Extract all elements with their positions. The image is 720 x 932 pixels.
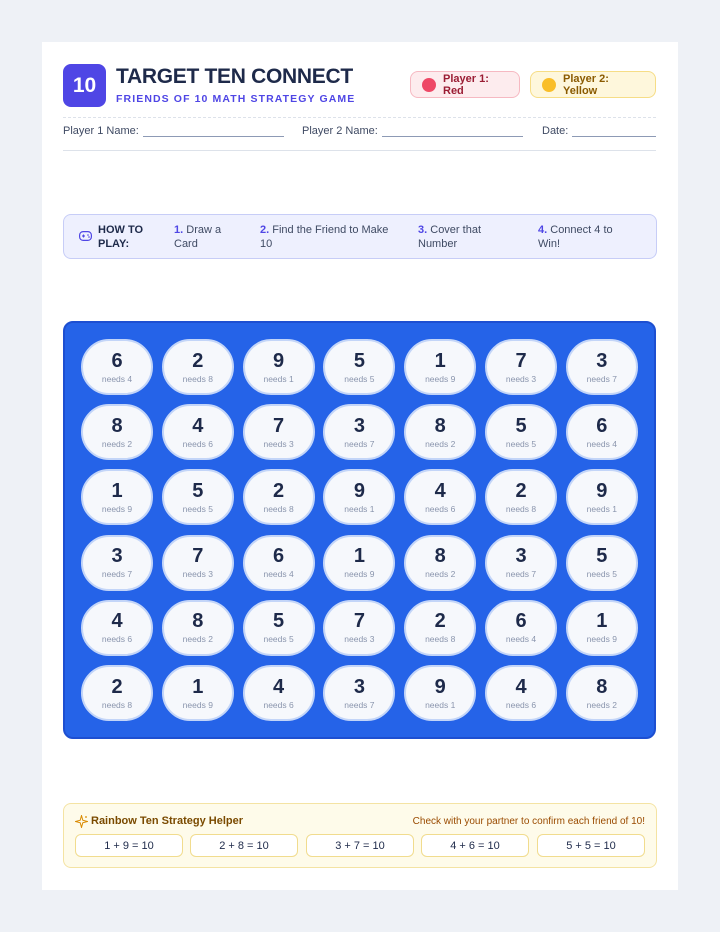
board-cell[interactable] [162, 404, 234, 460]
board-cell[interactable] [162, 600, 234, 656]
board-cell[interactable] [162, 469, 234, 525]
board-cell[interactable] [323, 469, 395, 525]
board-cell[interactable] [323, 535, 395, 591]
cell-number: 3 [111, 545, 123, 568]
board-cell[interactable] [323, 404, 395, 460]
player-1-label: Player 1: Red [443, 72, 489, 97]
board-cell[interactable] [404, 600, 476, 656]
cell-number: 7 [273, 414, 285, 437]
board-cell[interactable] [404, 665, 476, 721]
step-4: 4. Connect 4 to Win! [538, 224, 613, 250]
cell-needs-hint: needs 1 [586, 503, 617, 514]
board-cell[interactable] [243, 600, 315, 656]
cell-needs-hint: needs 9 [586, 634, 617, 645]
cell-number: 3 [515, 545, 527, 568]
board-cell[interactable] [81, 339, 153, 395]
board-cell[interactable] [485, 600, 557, 656]
page-subtitle: FRIENDS OF 10 MATH STRATEGY GAME [116, 93, 356, 105]
board-cell[interactable] [81, 469, 153, 525]
player-2-name-line[interactable] [382, 125, 523, 137]
cell-number: 8 [596, 675, 608, 698]
cell-needs-hint: needs 7 [344, 438, 375, 449]
board-cell[interactable] [485, 339, 557, 395]
how-to-play-bar [63, 214, 657, 259]
cell-needs-hint: needs 6 [505, 699, 537, 710]
cell-number: 6 [273, 545, 285, 568]
board-cell[interactable] [81, 404, 153, 460]
board-cell[interactable] [243, 469, 315, 525]
board-cell[interactable] [485, 404, 557, 460]
cell-needs-hint: needs 8 [425, 634, 456, 645]
cell-number: 7 [515, 349, 527, 372]
cell-number: 1 [353, 545, 365, 568]
board-cell[interactable] [323, 600, 395, 656]
cell-number: 3 [596, 349, 608, 372]
board-cell[interactable] [566, 469, 638, 525]
board-cell[interactable] [566, 600, 638, 656]
board-cell[interactable] [566, 339, 638, 395]
player-1-name-label: Player 1 Name: [63, 125, 139, 137]
board-cell[interactable] [162, 535, 234, 591]
cell-needs-hint: needs 1 [425, 699, 456, 710]
red-dot-icon [422, 78, 436, 92]
date-label: Date: [542, 125, 569, 137]
cell-needs-hint: needs 5 [344, 373, 375, 384]
cell-needs-hint: needs 9 [182, 699, 213, 710]
cell-number: 9 [596, 479, 608, 502]
cell-needs-hint: needs 2 [586, 699, 617, 710]
fact-chip: 2 + 8 = 10 [190, 834, 298, 857]
cell-number: 1 [192, 675, 204, 698]
yellow-dot-icon [542, 78, 556, 92]
cell-needs-hint: needs 6 [263, 699, 294, 710]
step-2: 2. Find the Friend to Make 10 [260, 224, 389, 250]
cell-needs-hint: needs 5 [586, 569, 617, 580]
player-1-name-field[interactable] [63, 125, 284, 137]
cell-needs-hint: needs 8 [263, 503, 294, 514]
cell-needs-hint: needs 9 [101, 503, 133, 514]
cell-needs-hint: needs 6 [425, 503, 456, 514]
cell-number: 2 [192, 349, 204, 372]
cell-number: 5 [273, 610, 285, 633]
player-2-name-field[interactable] [302, 125, 523, 137]
cell-number: 5 [353, 349, 365, 372]
helper-note: Check with your partner to confirm each friend of 10! [412, 816, 645, 827]
fact-chip: 5 + 5 = 10 [537, 834, 645, 857]
cell-number: 6 [596, 414, 608, 437]
cell-needs-hint: needs 8 [101, 699, 133, 710]
cell-needs-hint: needs 8 [182, 373, 213, 384]
cell-needs-hint: needs 3 [344, 634, 375, 645]
cell-needs-hint: needs 7 [344, 699, 375, 710]
cell-number: 4 [273, 675, 285, 698]
cell-number: 3 [353, 675, 365, 698]
cell-needs-hint: needs 1 [344, 503, 375, 514]
cell-needs-hint: needs 2 [425, 438, 456, 449]
fact-chip: 4 + 6 = 10 [421, 834, 529, 857]
cell-number: 3 [353, 414, 365, 437]
cell-needs-hint: needs 2 [101, 438, 133, 449]
player-1-badge [410, 71, 520, 98]
cell-needs-hint: needs 3 [263, 438, 294, 449]
cell-needs-hint: needs 2 [425, 569, 456, 580]
cell-needs-hint: needs 4 [101, 373, 133, 384]
cell-number: 9 [273, 349, 285, 372]
board-cell[interactable] [404, 535, 476, 591]
cell-needs-hint: needs 5 [182, 503, 213, 514]
board-cell[interactable] [81, 600, 153, 656]
board-cell[interactable] [162, 339, 234, 395]
board-cell[interactable] [404, 469, 476, 525]
cell-number: 8 [111, 414, 123, 437]
cell-number: 4 [111, 610, 123, 633]
player-2-name-label: Player 2 Name: [302, 125, 378, 137]
board-cell[interactable] [404, 339, 476, 395]
how-to-play-label: HOW TO PLAY: [98, 224, 144, 250]
cell-number: 8 [434, 414, 446, 437]
board-cell[interactable] [566, 665, 638, 721]
fact-chip: 1 + 9 = 10 [75, 834, 183, 857]
cell-needs-hint: needs 9 [344, 569, 375, 580]
board-cell[interactable] [243, 404, 315, 460]
cell-needs-hint: needs 5 [505, 438, 537, 449]
cell-needs-hint: needs 6 [101, 634, 133, 645]
cell-number: 2 [515, 479, 527, 502]
board-cell[interactable] [566, 535, 638, 591]
cell-needs-hint: needs 6 [182, 438, 213, 449]
cell-number: 2 [434, 610, 446, 633]
cell-needs-hint: needs 7 [505, 569, 537, 580]
cell-number: 1 [596, 610, 608, 633]
cell-number: 5 [515, 414, 527, 437]
board-cell[interactable] [323, 665, 395, 721]
cell-number: 7 [353, 610, 365, 633]
cell-needs-hint: needs 4 [505, 634, 537, 645]
board-cell[interactable] [485, 535, 557, 591]
step-3: 3. Cover that Number [418, 224, 481, 250]
cell-number: 1 [434, 349, 446, 372]
player-2-badge [530, 71, 656, 98]
cell-needs-hint: needs 3 [505, 373, 537, 384]
cell-number: 5 [596, 545, 608, 568]
board-cell[interactable] [485, 665, 557, 721]
cell-number: 8 [192, 610, 204, 633]
cell-needs-hint: needs 8 [505, 503, 537, 514]
sparkle-icon [75, 815, 88, 828]
logo-badge: 10 [63, 64, 106, 107]
cell-needs-hint: needs 4 [586, 438, 617, 449]
cell-number: 4 [434, 479, 446, 502]
cell-number: 8 [434, 545, 446, 568]
board-cell[interactable] [81, 665, 153, 721]
board-cell[interactable] [404, 404, 476, 460]
cell-number: 9 [434, 675, 446, 698]
cell-number: 1 [111, 479, 123, 502]
player-2-label: Player 2: Yellow [563, 72, 609, 97]
cell-number: 4 [192, 414, 204, 437]
page-title: TARGET TEN CONNECT [116, 65, 353, 88]
board-cell[interactable] [243, 535, 315, 591]
player-1-name-line[interactable] [143, 125, 284, 137]
cell-needs-hint: needs 9 [425, 373, 456, 384]
board-cell[interactable] [81, 535, 153, 591]
strategy-helper [63, 803, 657, 868]
cell-needs-hint: needs 7 [586, 373, 617, 384]
header-divider [63, 117, 656, 118]
name-divider [63, 150, 656, 151]
cell-number: 5 [192, 479, 204, 502]
game-board [63, 321, 656, 739]
cell-needs-hint: needs 4 [263, 569, 294, 580]
cell-needs-hint: needs 2 [182, 634, 213, 645]
date-line[interactable] [572, 125, 656, 137]
cell-number: 4 [515, 675, 527, 698]
cell-number: 9 [353, 479, 365, 502]
board-cell[interactable] [162, 665, 234, 721]
cell-needs-hint: needs 7 [101, 569, 133, 580]
cell-number: 6 [111, 349, 123, 372]
cell-number: 7 [192, 545, 204, 568]
board-cell[interactable] [243, 665, 315, 721]
board-cell[interactable] [323, 339, 395, 395]
date-field[interactable] [542, 125, 656, 137]
worksheet-page [42, 42, 678, 890]
board-cell[interactable] [485, 469, 557, 525]
cell-needs-hint: needs 3 [182, 569, 213, 580]
cell-number: 6 [515, 610, 527, 633]
board-cell[interactable] [566, 404, 638, 460]
board-cell[interactable] [243, 339, 315, 395]
helper-title: Rainbow Ten Strategy Helper [91, 815, 243, 827]
fact-chip: 3 + 7 = 10 [306, 834, 414, 857]
step-1: 1. Draw a Card [174, 224, 222, 250]
cell-needs-hint: needs 5 [263, 634, 294, 645]
cell-number: 2 [111, 675, 123, 698]
gamepad-icon [79, 231, 92, 241]
cell-needs-hint: needs 1 [263, 373, 294, 384]
cell-number: 2 [273, 479, 285, 502]
